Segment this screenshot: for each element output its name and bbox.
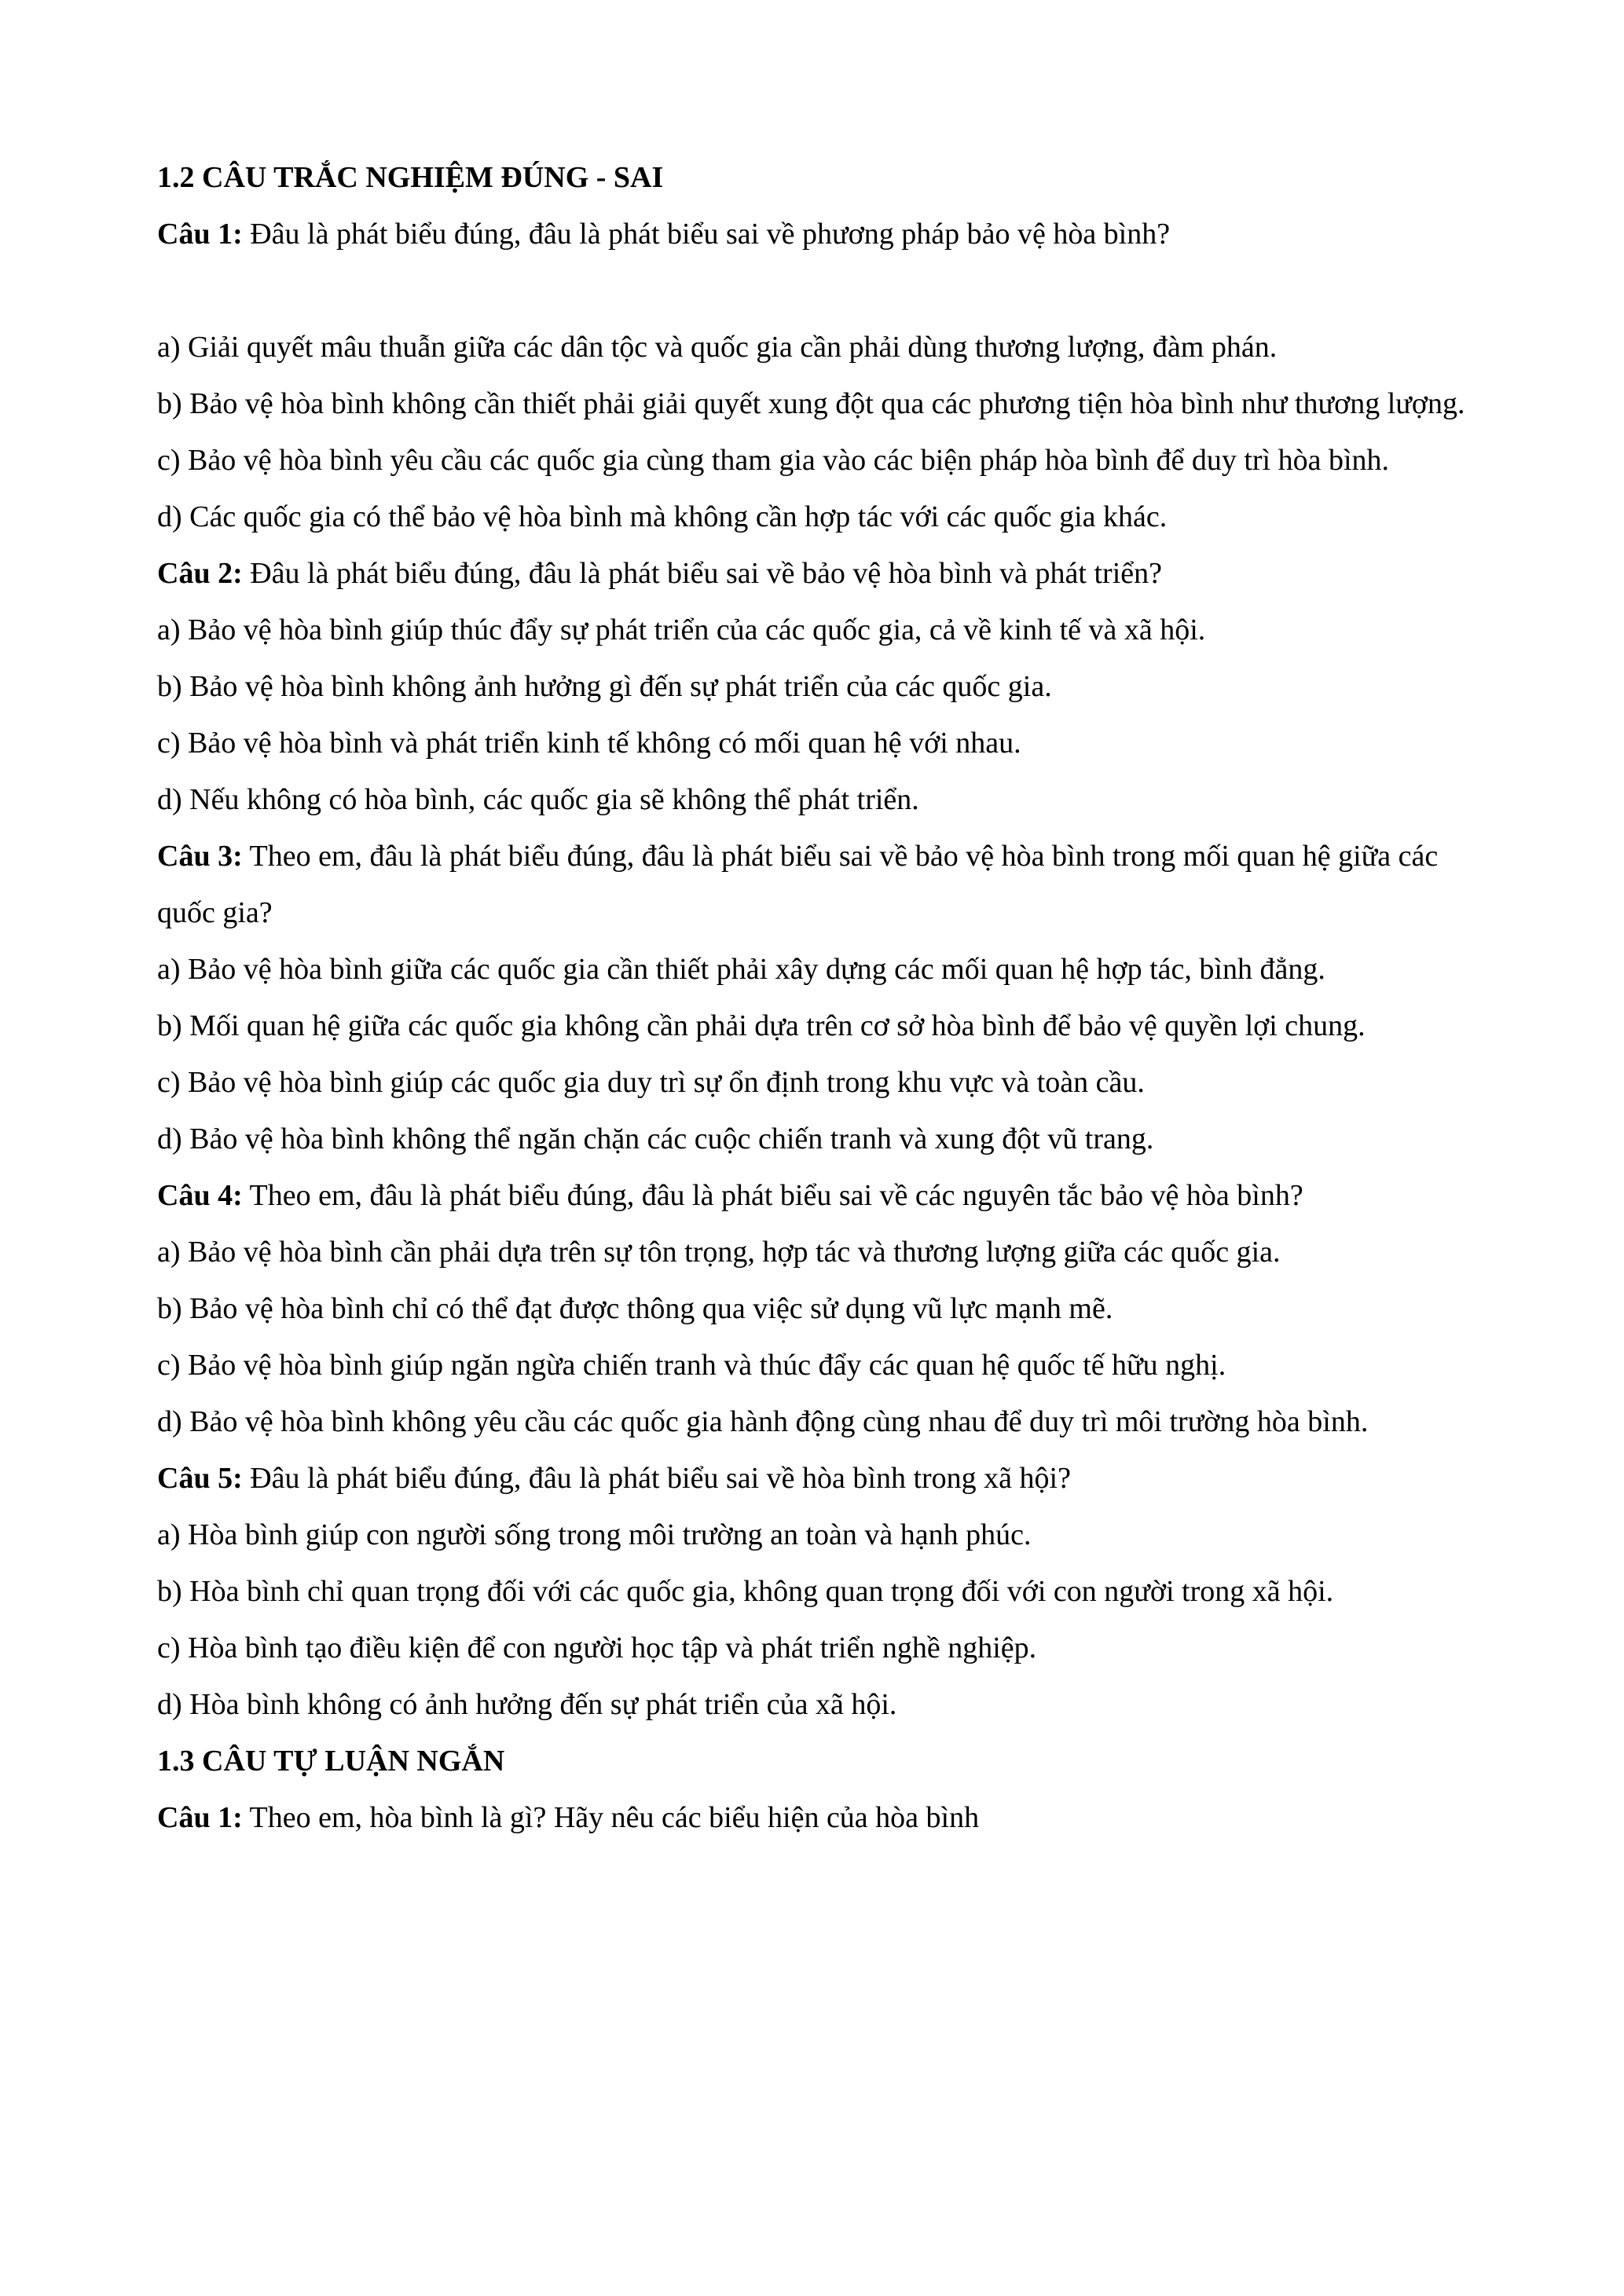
- option-item: d) Nếu không có hòa bình, các quốc gia sẽ không thể phát triển.: [157, 783, 919, 816]
- question-text: Đâu là phát biểu đúng, đâu là phát biểu sai về hòa bình trong xã hội?: [242, 1462, 1071, 1495]
- question-line: [157, 1167, 1477, 1224]
- option-item: c) Bảo vệ hòa bình yêu cầu các quốc gia cùng tham gia vào các biện pháp hòa bình để duy trì hòa bình.: [157, 444, 1390, 477]
- option-item: b) Bảo vệ hòa bình chỉ có thể đạt được thông qua việc sử dụng vũ lực mạnh mẽ.: [157, 1292, 1113, 1325]
- question-line: [157, 545, 1477, 602]
- option-item: a) Bảo vệ hòa bình giữa các quốc gia cần thiết phải xây dựng các mối quan hệ hợp tác, bình đẳng.: [157, 953, 1325, 986]
- option-item: a) Giải quyết mâu thuẫn giữa các dân tộc và quốc gia cần phải dùng thương lượng, đàm phán.: [157, 331, 1278, 364]
- option-item: c) Bảo vệ hòa bình giúp ngăn ngừa chiến tranh và thúc đẩy các quan hệ quốc tế hữu nghị.: [157, 1349, 1226, 1382]
- option-item: b) Hòa bình chỉ quan trọng đối với các quốc gia, không quan trọng đối với con người trong xã hội.: [157, 1575, 1334, 1608]
- option-item: a) Hòa bình giúp con người sống trong môi trường an toàn và hạnh phúc.: [157, 1518, 1032, 1551]
- question-number: Câu 1:: [157, 218, 243, 251]
- option-item: a) Bảo vệ hòa bình giúp thúc đẩy sự phát triển của các quốc gia, cả về kinh tế và xã hội.: [157, 613, 1206, 646]
- question-block: [157, 206, 1477, 545]
- question-number: Câu 3:: [157, 840, 243, 873]
- option-item: d) Hòa bình không có ảnh hưởng đến sự phát triển của xã hội.: [157, 1688, 897, 1721]
- option-item: c) Bảo vệ hòa bình giúp các quốc gia duy trì sự ổn định trong khu vực và toàn cầu.: [157, 1066, 1145, 1099]
- section-heading-short-essay: 1.3 CÂU TỰ LUẬN NGẮN: [157, 1745, 505, 1778]
- question-line: [157, 206, 1477, 262]
- option-item: b) Mối quan hệ giữa các quốc gia không cần phải dựa trên cơ sở hòa bình để bảo vệ quyền lợi chung.: [157, 1009, 1366, 1042]
- document-page: [157, 149, 1477, 1846]
- option-item: d) Bảo vệ hòa bình không yêu cầu các quốc gia hành động cùng nhau để duy trì môi trường hòa bình.: [157, 1405, 1369, 1438]
- option-item: b) Bảo vệ hòa bình không cần thiết phải giải quyết xung đột qua các phương tiện hòa bình như thương lượng.: [157, 387, 1465, 420]
- question-number: Câu 5:: [157, 1462, 243, 1495]
- question-block: [157, 828, 1477, 1167]
- option-item: a) Bảo vệ hòa bình cần phải dựa trên sự tôn trọng, hợp tác và thương lượng giữa các quốc gia.: [157, 1236, 1281, 1269]
- option-item: b) Bảo vệ hòa bình không ảnh hưởng gì đến sự phát triển của các quốc gia.: [157, 670, 1052, 703]
- option-item: c) Hòa bình tạo điều kiện để con người học tập và phát triển nghề nghiệp.: [157, 1631, 1037, 1664]
- question-line: [157, 828, 1477, 941]
- question-text: Theo em, hòa bình là gì? Hãy nêu các biểu hiện của hòa bình: [242, 1801, 980, 1834]
- option-item: c) Bảo vệ hòa bình và phát triển kinh tế không có mối quan hệ với nhau.: [157, 727, 1021, 760]
- question-block: [157, 545, 1477, 828]
- section-heading-true-false: 1.2 CÂU TRẮC NGHIỆM ĐÚNG - SAI: [157, 161, 664, 194]
- question-block: [157, 1789, 1477, 1846]
- question-line: [157, 1450, 1477, 1507]
- option-item: d) Bảo vệ hòa bình không thể ngăn chặn các cuộc chiến tranh và xung đột vũ trang.: [157, 1122, 1154, 1155]
- blank-line: [157, 262, 1477, 319]
- option-item: d) Các quốc gia có thể bảo vệ hòa bình mà không cần hợp tác với các quốc gia khác.: [157, 500, 1168, 533]
- question-number: Câu 2:: [157, 557, 243, 590]
- question-block: [157, 1450, 1477, 1733]
- question-text: Đâu là phát biểu đúng, đâu là phát biểu sai về bảo vệ hòa bình và phát triển?: [242, 557, 1162, 590]
- question-text: Đâu là phát biểu đúng, đâu là phát biểu sai về phương pháp bảo vệ hòa bình?: [242, 218, 1171, 251]
- question-number: Câu 4:: [157, 1179, 243, 1212]
- question-line: [157, 1789, 1477, 1846]
- question-text: Theo em, đâu là phát biểu đúng, đâu là phát biểu sai về bảo vệ hòa bình trong mối quan hệ giữa các quốc gia?: [157, 840, 1439, 929]
- question-number: Câu 1:: [157, 1801, 243, 1834]
- question-block: [157, 1167, 1477, 1450]
- question-text: Theo em, đâu là phát biểu đúng, đâu là phát biểu sai về các nguyên tắc bảo vệ hòa bình?: [242, 1179, 1303, 1212]
